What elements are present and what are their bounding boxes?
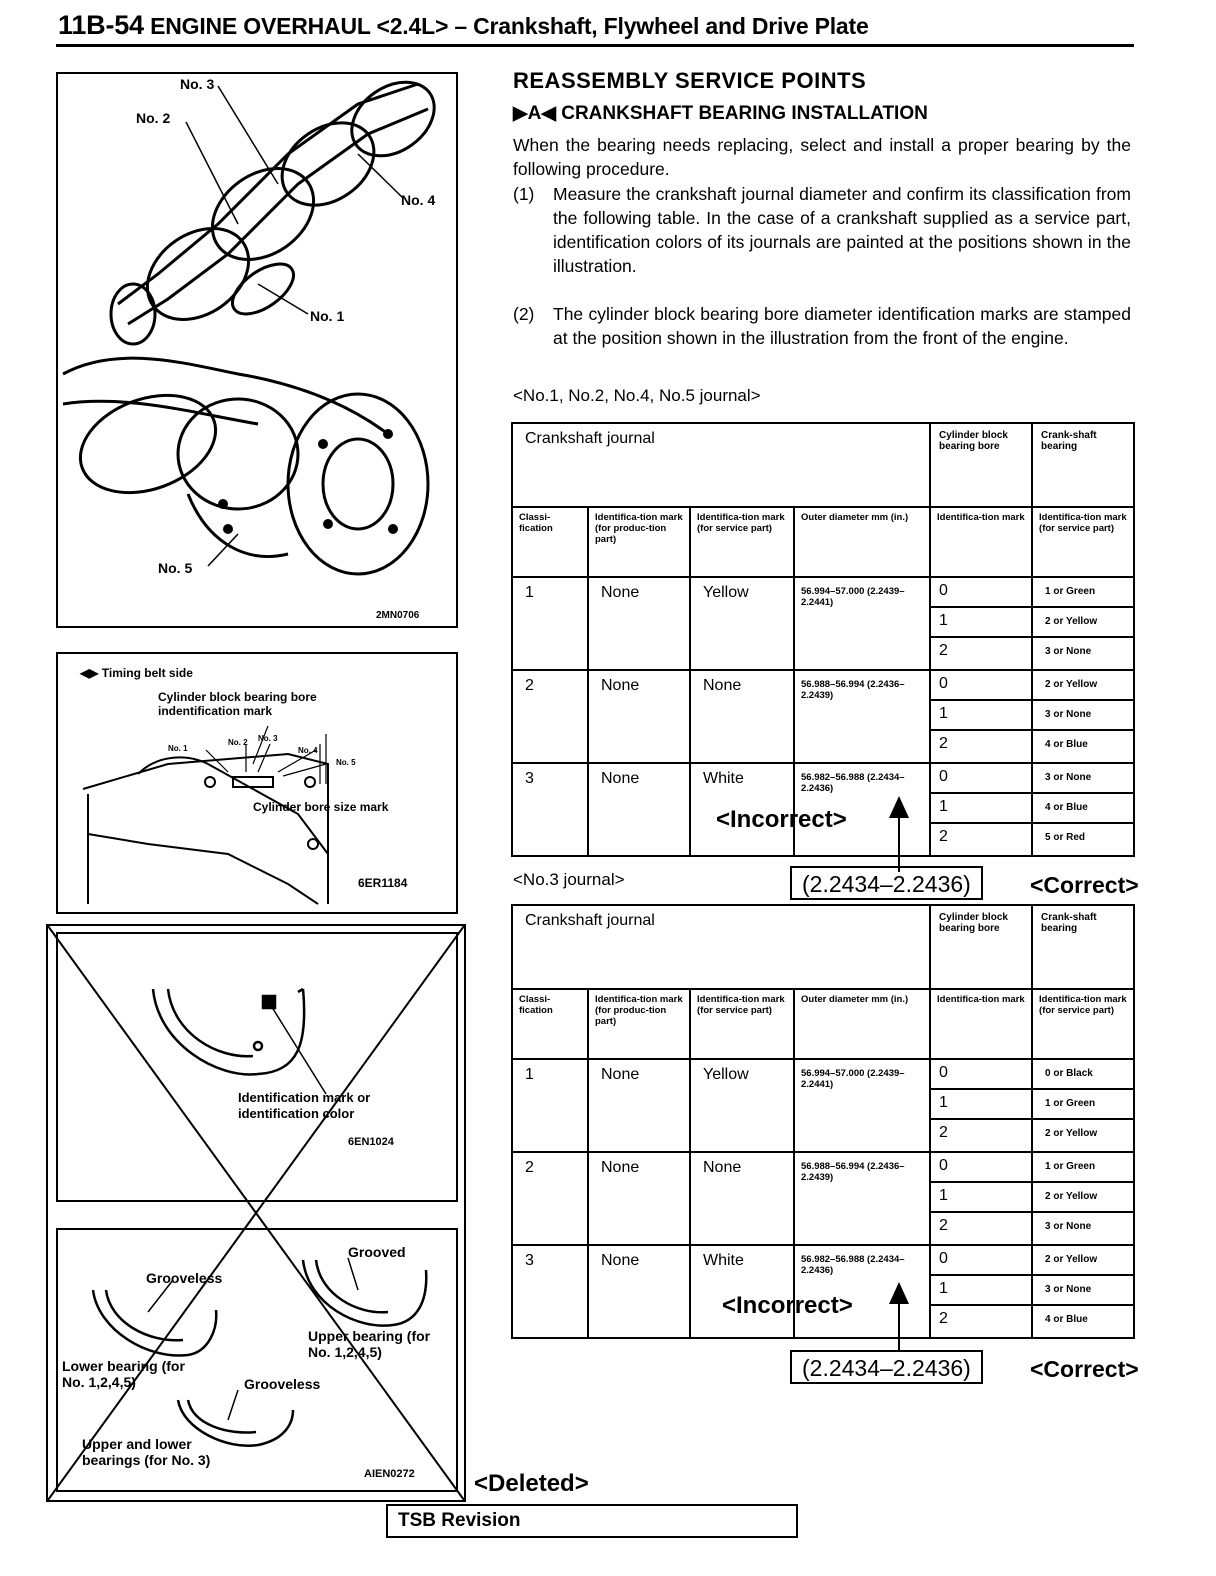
deleted-cross-mark [46,924,466,1502]
correct-value: (2.2434–2.2436) [790,1350,983,1384]
col-header: Identifica-tion mark [937,512,1025,523]
page-header [58,10,869,41]
incorrect-label: <Incorrect> [722,1292,853,1319]
crankshaft-illustration [58,74,456,626]
figure-label: No. 4 [401,192,436,208]
table-row: 2 None None 56.988–56.994 (2.2436–2.2439) 0 1 2 2 or Yellow 3 or None 4 or Blue [512,670,1134,763]
col-header: Identifica-tion mark (for produc-tion part) [595,994,683,1027]
col-header: Crankshaft journal [525,430,655,447]
grooveless-label: Grooveless [244,1376,321,1392]
id-mark-label: Identification mark or identification color [238,1090,371,1121]
journal-label: No. 1 [168,744,188,753]
table-row: 3 None White 56.982–56.988 (2.2434–2.2436) 0 1 2 3 or None 4 or Blue 5 or Red [512,763,1134,856]
figure-label: No. 3 [180,76,215,92]
figure-code: AIEN0272 [364,1468,415,1480]
page-title: ENGINE OVERHAUL <2.4L> – Crankshaft, Flywheel and Drive Plate [150,13,869,39]
journal-table-2 [511,904,1135,1339]
service-point-marker: ▶A◀ [513,103,556,124]
journal-label: No. 2 [228,738,248,747]
figure-label: No. 1 [310,308,345,324]
arrow-icon: ◀▶ [80,666,102,680]
table-row: 3 None White 56.982–56.988 (2.2434–2.2436) 0 1 2 2 or Yellow 3 or None 4 or Blue [512,1245,1134,1338]
table-caption: <No.1, No.2, No.4, No.5 journal> [513,386,761,405]
figure-label: No. 2 [136,110,171,126]
table-row: 1 None Yellow 56.994–57.000 (2.2439–2.2441) 0 1 2 1 or Green 2 or Yellow 3 or None [512,577,1134,670]
col-header: Crank-shaft bearing [1041,912,1097,934]
upper-lower-label: Upper and lower bearings (for No. 3) [82,1436,211,1468]
col-header: Cylinder block bearing bore [939,912,1008,934]
col-header: Classi-fication [519,512,553,534]
intro-paragraph: When the bearing needs replacing, select and install a proper bearing by the following procedure. [513,135,1131,179]
timing-side-label: ◀▶ Timing belt side [80,666,193,680]
figure-code: 6ER1184 [358,876,408,890]
grooved-label: Grooved [348,1244,406,1260]
section-title: REASSEMBLY SERVICE POINTS [513,68,867,93]
correct-value: (2.2434–2.2436) [790,866,983,900]
col-header: Crank-shaft bearing [1041,430,1097,452]
correct-label: <Correct> [1030,1356,1139,1382]
col-header: Identifica-tion mark (for service part) [1039,994,1127,1016]
journal-label: No. 4 [298,746,318,755]
col-header: Identifica-tion mark (for service part) [697,512,785,534]
col-header: Identifica-tion mark (for service part) [697,994,785,1016]
col-header: Identifica-tion mark [937,994,1025,1005]
incorrect-label: <Incorrect> [716,806,847,833]
table-row: 1 None Yellow 56.994–57.000 (2.2439–2.2441) 0 1 2 0 or Black 1 or Green 2 or Yellow [512,1059,1134,1152]
arrow-up-icon [884,1282,914,1352]
journal-table-1 [511,422,1135,857]
bore-mark-figure [56,652,458,914]
grooveless-label: Grooveless [146,1270,223,1286]
col-header: Classi-fication [519,994,553,1016]
col-header: Crankshaft journal [525,912,655,929]
table-caption: <No.3 journal> [513,870,625,889]
arrow-up-icon [884,796,914,872]
lower-bearing-label: Lower bearing (for No. 1,2,4,5) [62,1358,185,1390]
figure-code: 6EN1024 [348,1136,394,1148]
tsb-revision-box: TSB Revision [386,1504,798,1538]
correct-label: <Correct> [1030,872,1139,898]
crankshaft-figure [56,72,458,628]
size-mark-label: Cylinder bore size mark [253,800,389,814]
deleted-note: <Deleted> [474,1470,589,1497]
col-header: Outer diameter mm (in.) [801,512,909,523]
procedure-step: (1) Measure the crankshaft journal diameter and confirm its classification from the following table. In the case of a crankshaft supplied as a service part, identification colors of its journals are painted at the positions shown in the illustration. [513,184,1131,276]
journal-label: No. 5 [336,758,356,767]
figure-label: No. 5 [158,560,193,576]
col-header: Outer diameter mm (in.) [801,994,909,1005]
col-header: Identifica-tion mark (for service part) [1039,512,1127,534]
upper-bearing-label: Upper bearing (for No. 1,2,4,5) [308,1328,431,1360]
page-number: 11B-54 [58,10,144,40]
figure-code: 2MN0706 [376,610,420,621]
bore-mark-label: Cylinder block bearing bore indentification mark [158,690,317,718]
procedure-step: (2) The cylinder block bearing bore diameter identification marks are stamped at the position shown in the illustration from the front of the engine. [513,304,1131,348]
table-row: 2 None None 56.988–56.994 (2.2436–2.2439) 0 1 2 1 or Green 2 or Yellow 3 or None [512,1152,1134,1245]
journal-label: No. 3 [258,734,278,743]
col-header: Cylinder block bearing bore [939,430,1008,452]
col-header: Identifica-tion mark (for produc-tion part) [595,512,683,545]
header-rule [56,44,1134,47]
section-subtitle: ▶A◀ CRANKSHAFT BEARING INSTALLATION [513,103,928,124]
